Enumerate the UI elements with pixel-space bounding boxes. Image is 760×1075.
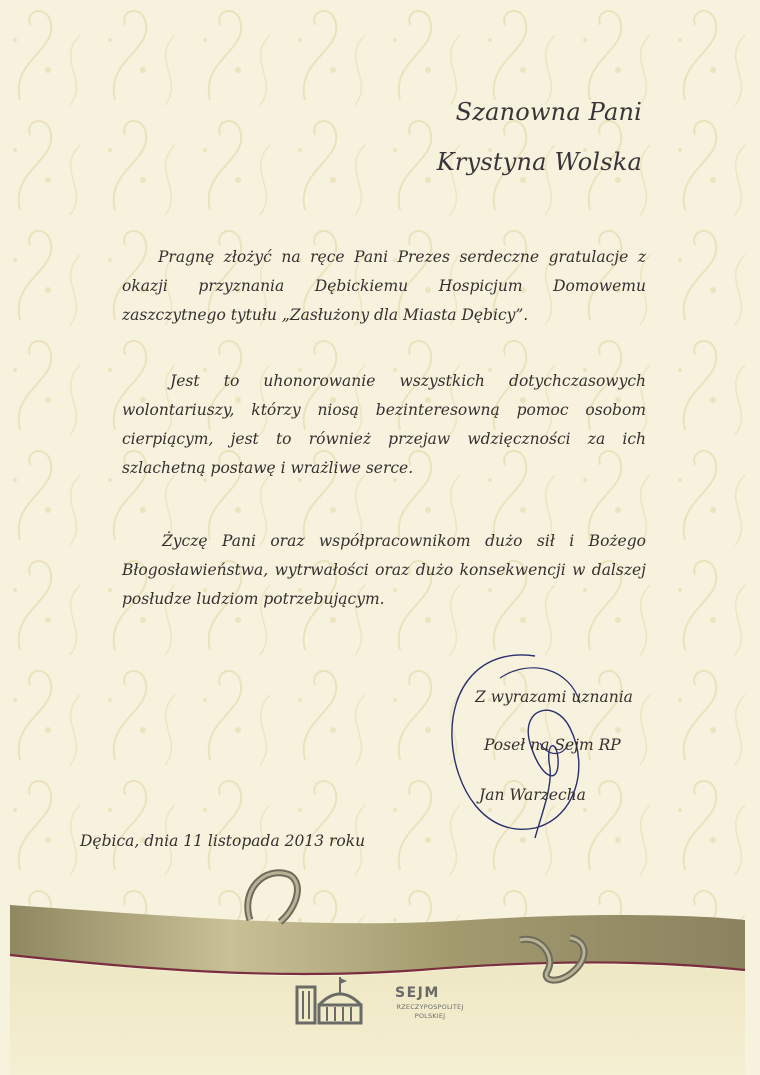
salutation: Szanowna Pani [455, 98, 642, 126]
logo-subtitle-line1: RZECZYPOSPOLITEJ [396, 1003, 464, 1011]
signatory-name: Jan Warzecha [479, 786, 586, 804]
paragraph-congratulations: Pragnę złożyć na ręce Pani Prezes serdeczne gratulacje z okazji przyznania Dębickiemu Hospicjum Domowemu zaszczytnego tytułu „Zasłużony dla Miasta Dębicy”. [122, 248, 646, 324]
logo-subtitle-line2: POLSKIEJ [414, 1012, 446, 1020]
paragraph-volunteers: Jest to uhonorowanie wszystkich dotychczasowych wolontariuszy, którzy niosą bezinteresowną pomoc osobom cierpiącym, jest to również przejaw wdzięczności za ich szlachetną postawę i wrażliwe serce. [122, 372, 646, 477]
sejm-logo [295, 975, 495, 1025]
date-line: Dębica, dnia 11 listopada 2013 roku [80, 832, 366, 850]
paragraph-wishes: Życzę Pani oraz współpracownikom dużo sił i Bożego Błogosławieństwa, wytrwałości oraz dużo konsekwencji w dalszej posłudze ludziom potrzebującym. [122, 532, 646, 608]
logo-sejm-text: SEJM [395, 985, 440, 1001]
gold-ribbon-decoration [0, 860, 760, 1075]
sejm-building-icon [295, 975, 365, 1025]
recipient-name: Krystyna Wolska [436, 148, 642, 176]
closing-phrase: Z wyrazami uznania [475, 688, 633, 706]
signatory-title: Poseł na Sejm RP [484, 736, 621, 754]
